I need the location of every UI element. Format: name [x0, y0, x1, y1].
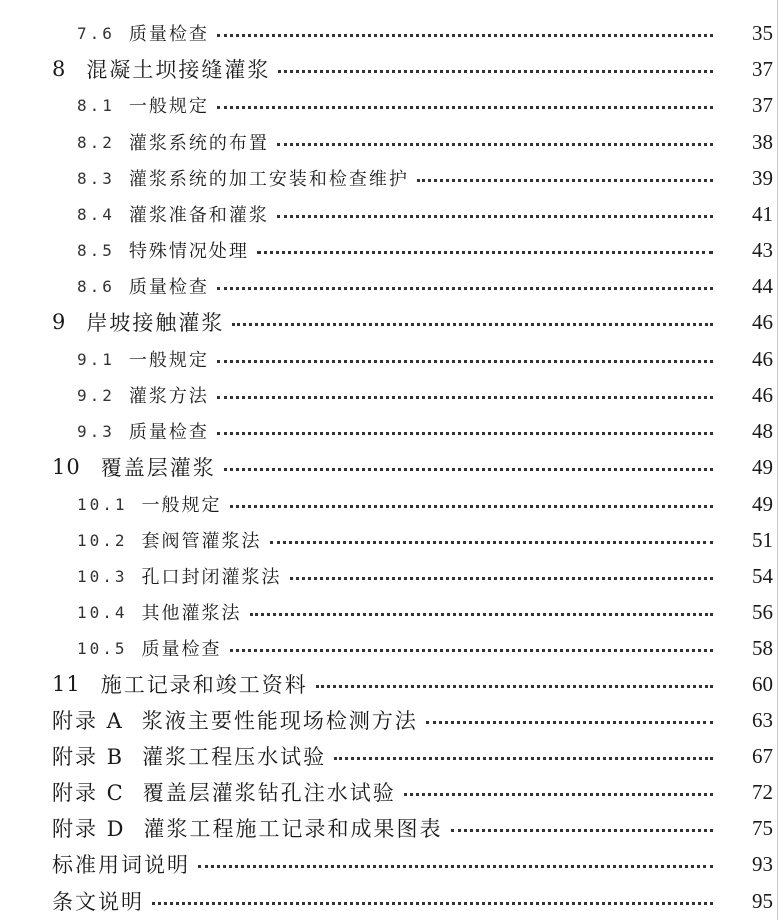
cut-off-previous-entry — [77, 0, 717, 6]
toc-page-number: 49 — [752, 454, 773, 479]
toc-page-number: 72 — [752, 779, 773, 804]
toc-row — [0, 15, 783, 51]
toc-row — [0, 486, 783, 522]
dot-leader — [316, 685, 713, 688]
toc-row — [0, 196, 783, 232]
toc-entry-number: 9 — [52, 310, 67, 334]
toc-entry-number: 10.2 — [77, 530, 128, 550]
toc-entry-number: 8.6 — [77, 276, 115, 296]
toc-row — [0, 774, 783, 810]
toc-entry-number: 9.2 — [77, 385, 115, 405]
toc-page-number: 37 — [752, 56, 773, 81]
dot-leader — [198, 865, 713, 868]
toc-entry-title: 质量检查 — [128, 277, 209, 298]
toc-entry-title: 特殊情况处理 — [128, 241, 249, 262]
toc-entry-title: 质量检查 — [128, 422, 209, 443]
toc-page-number: 49 — [752, 491, 773, 516]
toc-entry-number: 附录 C — [52, 781, 125, 805]
toc-row — [0, 51, 783, 87]
toc-page-number: 63 — [752, 707, 773, 732]
toc-page-number: 35 — [752, 20, 773, 45]
dot-leader — [217, 396, 713, 399]
dot-leader — [451, 829, 713, 832]
toc-page-number: 60 — [752, 671, 773, 696]
toc-page-number: 38 — [752, 129, 773, 154]
toc-page-number: 46 — [752, 309, 773, 334]
toc-entry-title: 灌浆准备和灌浆 — [128, 205, 269, 226]
toc-entry-number: 10 — [52, 455, 81, 479]
dot-leader — [270, 541, 713, 544]
toc-entry-title: 浆液主要性能现场检测方法 — [141, 709, 418, 733]
toc-row — [0, 883, 783, 919]
toc-entry-title: 灌浆工程压水试验 — [142, 745, 327, 769]
dot-leader — [277, 215, 713, 218]
toc-row — [0, 846, 783, 882]
toc-row — [0, 594, 783, 630]
toc-page-number: 93 — [752, 851, 773, 876]
toc-row — [0, 124, 783, 160]
dot-leader — [224, 468, 713, 471]
dot-leader — [277, 143, 713, 146]
dot-leader — [230, 505, 713, 508]
page-edge-line — [777, 0, 778, 920]
toc-entry-title: 灌浆方法 — [128, 386, 209, 407]
toc-page-number: 54 — [752, 563, 773, 588]
toc-page-number: 39 — [752, 165, 773, 190]
toc-entry-title: 混凝土坝接缝灌浆 — [86, 58, 271, 82]
toc-row — [0, 449, 783, 485]
toc-page-number: 41 — [752, 201, 773, 226]
toc-entry-number: 10.1 — [77, 494, 128, 514]
toc-entry-number: 8.3 — [77, 168, 115, 188]
toc-page-number: 43 — [752, 237, 773, 262]
toc-entry-number: 8.4 — [77, 204, 115, 224]
toc-row — [0, 558, 783, 594]
toc-row — [0, 810, 783, 846]
toc-page-number: 67 — [752, 743, 773, 768]
toc-entry-title: 灌浆工程施工记录和成果图表 — [143, 817, 443, 841]
dot-leader — [250, 613, 713, 616]
toc-entry-title: 灌浆系统的加工安装和检查维护 — [128, 169, 409, 190]
dot-leader — [230, 649, 713, 652]
toc-entry-number: 附录 A — [52, 709, 124, 733]
toc-entry-title: 一般规定 — [128, 350, 209, 371]
toc-row — [0, 702, 783, 738]
dot-leader — [426, 721, 713, 724]
dot-leader — [217, 106, 713, 109]
toc-row — [0, 630, 783, 666]
toc-entry-title: 其他灌浆法 — [141, 603, 242, 624]
dot-leader — [152, 902, 713, 905]
toc-row — [0, 341, 783, 377]
toc-row — [0, 738, 783, 774]
dot-leader — [334, 757, 713, 760]
toc-entry-title: 质量检查 — [128, 24, 209, 45]
toc-entry-number: 7.6 — [77, 23, 115, 43]
toc-entry-title: 覆盖层灌浆钻孔注水试验 — [142, 781, 396, 805]
dot-leader — [217, 287, 713, 290]
dot-leader — [257, 251, 713, 254]
toc-row — [0, 666, 783, 702]
toc-entry-number: 11 — [52, 672, 81, 696]
toc-entry-title: 覆盖层灌浆 — [100, 456, 216, 480]
toc-page-number: 44 — [752, 273, 773, 298]
toc-entry-number: 附录 D — [52, 817, 126, 841]
toc-row — [0, 413, 783, 449]
toc-page-number: 58 — [752, 635, 773, 660]
dot-leader — [217, 360, 713, 363]
toc-page-number: 75 — [752, 815, 773, 840]
dot-leader — [404, 793, 713, 796]
toc-row — [0, 160, 783, 196]
toc-entry-number: 9.3 — [77, 421, 115, 441]
toc-entry-title: 套阀管灌浆法 — [141, 531, 262, 552]
toc-entry-number: 9.1 — [77, 349, 115, 369]
toc-entry-title: 一般规定 — [141, 495, 222, 516]
toc-entry-number: 10.4 — [77, 602, 128, 622]
toc-row — [0, 522, 783, 558]
toc-entry-title: 灌浆系统的布置 — [128, 133, 269, 154]
toc-row — [0, 304, 783, 340]
toc-entry-title: 质量检查 — [141, 639, 222, 660]
dot-leader — [290, 577, 713, 580]
toc-entry-title: 岸坡接触灌浆 — [86, 311, 225, 335]
toc-entry-number: 8.1 — [77, 95, 115, 115]
toc-entry-number: 8.2 — [77, 132, 115, 152]
toc-row — [0, 87, 783, 123]
toc-entry-title: 施工记录和竣工资料 — [100, 673, 308, 697]
toc-page-number: 46 — [752, 346, 773, 371]
toc-page-number: 56 — [752, 599, 773, 624]
toc-entry-number: 10.5 — [77, 638, 128, 658]
toc-entry-number: 10.3 — [77, 566, 128, 586]
toc-entry-number: 附录 B — [52, 745, 125, 769]
toc-entry-title: 孔口封闭灌浆法 — [141, 567, 282, 588]
toc-page-number: 51 — [752, 527, 773, 552]
toc-entry-title: 标准用词说明 — [52, 853, 190, 877]
toc-page-number: 95 — [752, 888, 773, 913]
toc-row — [0, 232, 783, 268]
toc-row — [0, 268, 783, 304]
dot-leader — [278, 70, 713, 73]
toc-entry-number: 8.5 — [77, 240, 115, 260]
toc-page-number: 46 — [752, 382, 773, 407]
toc-entry-title: 条文说明 — [52, 890, 144, 914]
toc-entry-title: 一般规定 — [128, 96, 209, 117]
toc-page-number: 48 — [752, 418, 773, 443]
dot-leader — [417, 179, 713, 182]
dot-leader — [232, 323, 713, 326]
dot-leader — [217, 432, 713, 435]
toc-page-number: 37 — [752, 92, 773, 117]
dot-leader — [217, 34, 713, 37]
toc-entry-number: 8 — [52, 57, 67, 81]
toc-row — [0, 377, 783, 413]
